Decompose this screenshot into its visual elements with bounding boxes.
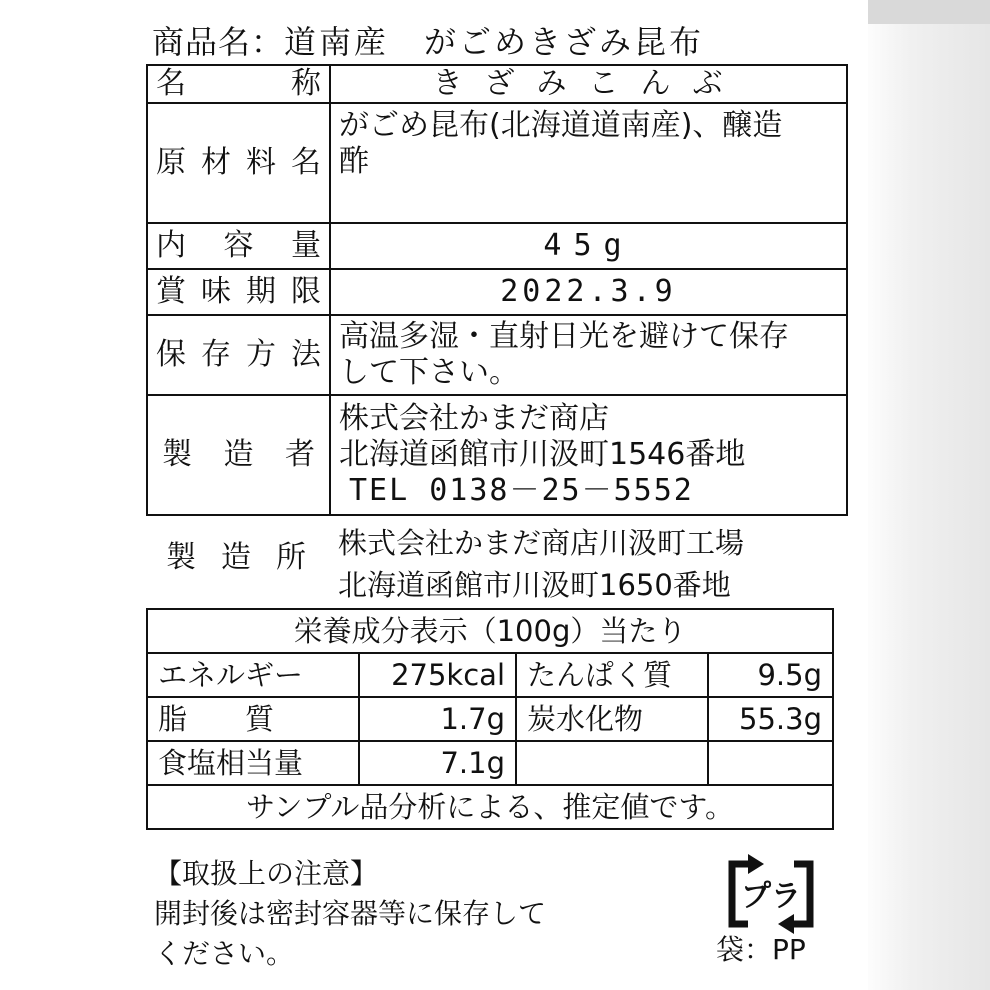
nutrition-row-2 [147,697,833,741]
nutrition-header-row [147,609,833,653]
handling-notes [154,854,546,974]
row-manufacturer-phone: TEL 0138－25－5552 [349,473,694,508]
empty-cell-1 [516,741,708,785]
plastic-recycle-icon [718,850,824,938]
salt-label: 食塩相当量 [147,741,359,785]
packaging-label: 袋：PP [716,933,806,966]
row-manufacturer-line-1: 株式会社かまだ商店 [339,401,609,436]
row-storage [147,315,847,395]
handling-line-2: ください。 [154,937,295,970]
empty-cell-2 [708,741,833,785]
row-storage-label: 保存方法 [156,337,321,372]
product-title-label: 商品名： [152,23,285,61]
carb-value: 55.3g [708,697,833,741]
plant-address [338,522,744,606]
recycle-mark-text: プラ [741,879,801,914]
nutrition-note-row [147,785,833,829]
row-ingredients-line-1: がごめ昆布(北海道道南産)、醸造 [339,108,783,143]
plant-label: 製造所 [166,540,306,575]
fat-label: 脂 質 [147,697,359,741]
row-storage-line-2: して下さい。 [339,355,519,390]
protein-label: たんぱく質 [516,653,708,697]
background-shadow [860,0,990,990]
row-manufacturer [147,395,847,515]
plant-line-2: 北海道函館市川汲町1650番地 [338,568,731,602]
nutrition-row-1 [147,653,833,697]
row-content-value: 45g [543,228,634,263]
product-info-table [146,64,848,516]
row-best-before-label: 賞味期限 [156,274,321,309]
salt-value: 7.1g [359,741,516,785]
row-manufacturer-label: 製造者 [162,437,315,472]
row-content [147,223,847,269]
protein-value: 9.5g [708,653,833,697]
handling-title: 【取扱上の注意】 [154,857,379,890]
fat-value: 1.7g [359,697,516,741]
row-storage-line-1: 高温多湿・直射日光を避けて保存 [339,319,789,354]
row-best-before-value: 2022.3.9 [500,274,677,309]
row-ingredients-line-2: 酢 [339,144,369,179]
row-name-value: きざみこんぶ [432,66,745,101]
nutrition-note: サンプル品分析による、推定値です。 [147,785,833,829]
row-name-label: 名 称 [156,66,321,101]
energy-label: エネルギー [147,653,359,697]
carb-label: 炭水化物 [516,697,708,741]
nutrition-table [146,608,834,830]
nutrition-row-3 [147,741,833,785]
product-title-value: 道南産 がごめきざみ昆布 [284,23,705,61]
row-content-label: 内容量 [156,228,321,263]
handling-line-1: 開封後は密封容器等に保存して [154,897,547,930]
row-ingredients [147,103,847,223]
row-manufacturer-line-2: 北海道函館市川汲町1546番地 [339,437,746,472]
plant-line-1: 株式会社かまだ商店川汲町工場 [338,526,745,560]
row-name [147,65,847,103]
energy-value: 275kcal [359,653,516,697]
product-title [152,22,852,62]
row-best-before [147,269,847,315]
row-ingredients-label: 原材料名 [156,145,321,180]
nutrition-header: 栄養成分表示（100g）当たり [147,609,833,653]
